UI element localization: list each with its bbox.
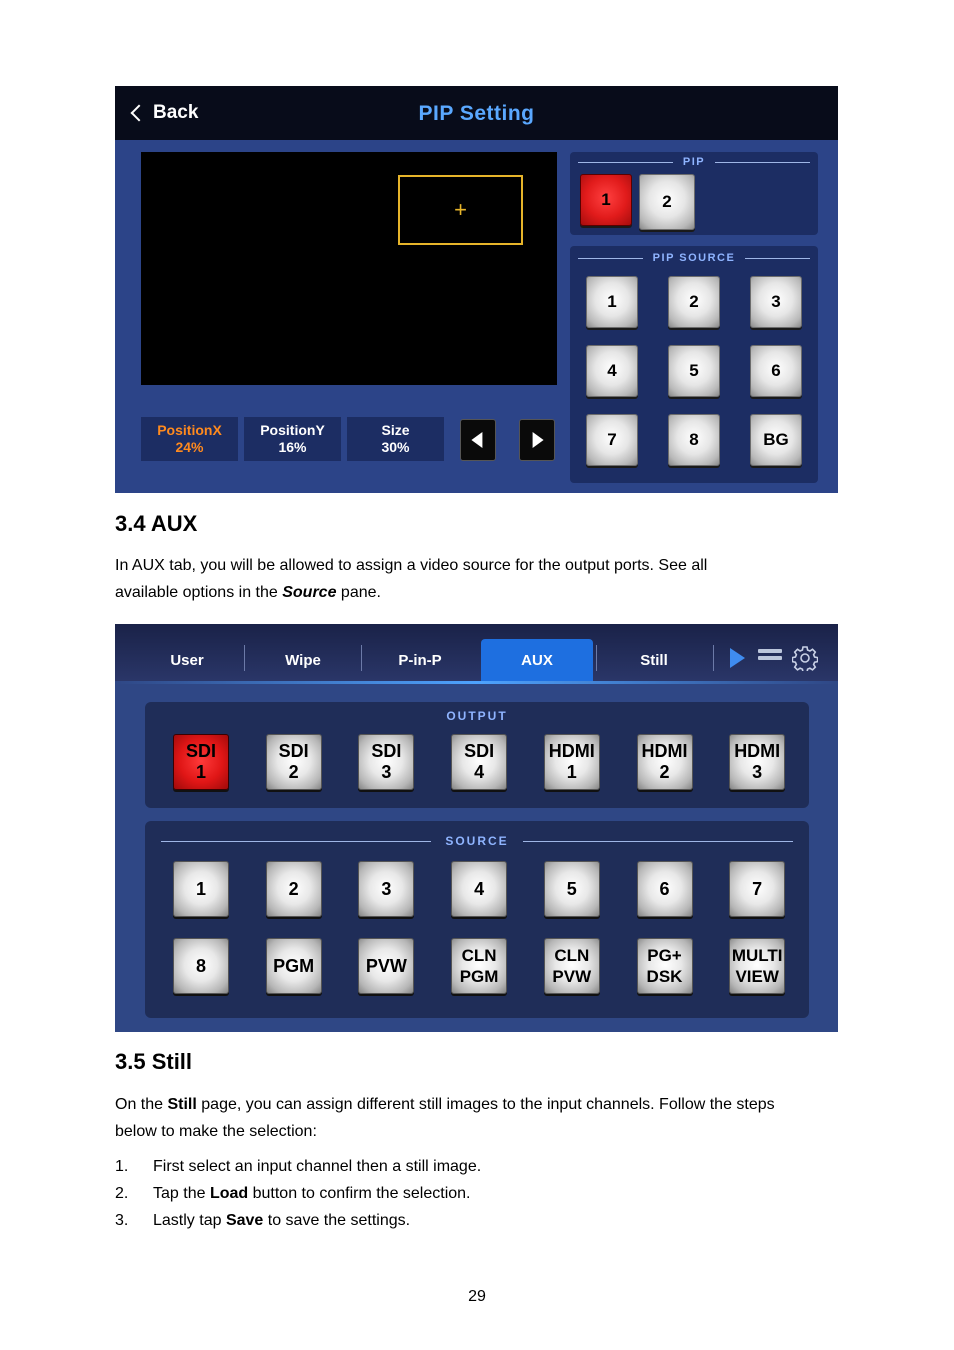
aux-screenshot — [115, 624, 838, 1032]
control-name: PositionY — [260, 422, 325, 438]
back-label: Back — [153, 102, 199, 123]
source-button[interactable]: MULTI VIEW — [729, 938, 785, 994]
pip-source-button[interactable]: 2 — [668, 276, 720, 328]
positiony-control[interactable] — [244, 417, 341, 461]
step-text: First select an input channel then a still image. — [153, 1158, 482, 1175]
pip-source-section-title — [570, 252, 818, 264]
source-button[interactable]: 4 — [451, 861, 507, 917]
output-panel — [145, 702, 809, 808]
pip-source-button[interactable]: 1 — [586, 276, 638, 328]
pip-button-1[interactable]: 1 — [580, 174, 632, 226]
switcher-list-icon[interactable] — [758, 649, 782, 668]
pip-button-2[interactable]: 2 — [639, 174, 695, 230]
pip-source-button[interactable]: 8 — [668, 414, 720, 466]
aux-paragraph — [115, 552, 855, 606]
tab-p-in-p[interactable]: P-in-P — [398, 652, 442, 669]
source-button[interactable]: PG+ DSK — [637, 938, 693, 994]
aux-para-line2-post: pane. — [336, 584, 381, 601]
output-label: OUTPUT — [446, 709, 508, 723]
source-button[interactable]: 8 — [173, 938, 229, 994]
pip-header — [115, 86, 838, 140]
section-heading-aux: 3.4 AUX — [115, 511, 198, 536]
aux-para-line1: In AUX tab, you will be allowed to assign a video source for the output ports. See all — [115, 557, 708, 574]
step-number: 2. — [115, 1185, 129, 1202]
increase-button[interactable] — [519, 419, 555, 461]
output-button[interactable]: HDMI 1 — [544, 734, 600, 790]
output-button[interactable]: SDI 4 — [451, 734, 507, 790]
size-control[interactable] — [347, 417, 444, 461]
play-icon[interactable] — [730, 648, 745, 668]
source-label: SOURCE — [445, 834, 509, 848]
source-button[interactable]: 3 — [358, 861, 414, 917]
source-button[interactable]: 7 — [729, 861, 785, 917]
decrease-button[interactable] — [460, 419, 496, 461]
still-para-line2: below to make the selection: — [115, 1123, 317, 1140]
still-para-line1-pre: On the — [115, 1096, 168, 1113]
positionx-control[interactable] — [141, 417, 238, 461]
output-button[interactable]: SDI 2 — [266, 734, 322, 790]
output-button[interactable]: SDI 1 — [173, 734, 229, 790]
tab-bar — [115, 624, 838, 681]
step-number: 3. — [115, 1212, 129, 1229]
control-value: 30% — [381, 439, 410, 455]
control-value: 24% — [175, 439, 204, 455]
triangle-right-icon — [533, 432, 544, 448]
step-text: Tap the Load button to confirm the selection. — [153, 1185, 471, 1202]
output-button[interactable]: HDMI 2 — [637, 734, 693, 790]
source-button[interactable]: 6 — [637, 861, 693, 917]
source-button[interactable]: 2 — [266, 861, 322, 917]
output-button[interactable]: HDMI 3 — [729, 734, 785, 790]
still-para-bold: Still — [167, 1096, 197, 1113]
still-paragraph — [115, 1091, 855, 1145]
still-para-line1-post: page, you can assign different still images to the input channels. Follow the steps — [196, 1096, 775, 1113]
source-button[interactable]: CLN PVW — [544, 938, 600, 994]
triangle-left-icon — [471, 432, 482, 448]
pip-source-panel — [570, 246, 818, 483]
tab-still[interactable]: Still — [640, 652, 668, 669]
source-button[interactable]: 1 — [173, 861, 229, 917]
control-name: PositionX — [157, 422, 222, 438]
pip-preview[interactable] — [141, 152, 557, 385]
pip-source-button[interactable]: 6 — [750, 345, 802, 397]
pip-section-label: PIP — [682, 156, 706, 168]
source-button[interactable]: PVW — [358, 938, 414, 994]
source-button[interactable]: 5 — [544, 861, 600, 917]
step-number: 1. — [115, 1158, 129, 1175]
pip-source-label: PIP SOURCE — [652, 252, 736, 264]
source-panel — [145, 821, 809, 1018]
pip-source-button[interactable]: 3 — [750, 276, 802, 328]
pip-source-button[interactable]: 4 — [586, 345, 638, 397]
control-name: Size — [381, 422, 410, 438]
tab-user[interactable]: User — [170, 652, 204, 669]
pip-select-panel — [570, 152, 818, 235]
aux-para-line2-pre: available options in the — [115, 584, 283, 601]
pip-window-frame[interactable] — [398, 175, 523, 245]
tab-aux[interactable]: AUX — [481, 639, 593, 681]
pip-source-button[interactable]: 5 — [668, 345, 720, 397]
crosshair-icon: + — [454, 197, 467, 222]
section-heading-still: 3.5 Still — [115, 1049, 193, 1074]
step-text: Lastly tap Save to save the settings. — [153, 1212, 411, 1229]
page-number: 29 — [468, 1288, 486, 1305]
pip-source-button[interactable]: 7 — [586, 414, 638, 466]
pip-section-title — [570, 156, 818, 168]
source-button[interactable]: CLN PGM — [451, 938, 507, 994]
pip-source-button[interactable]: BG — [750, 414, 802, 466]
tab-wipe[interactable]: Wipe — [285, 652, 321, 669]
gear-icon[interactable] — [792, 645, 818, 671]
pip-setting-screenshot — [115, 86, 838, 493]
aux-para-source-emphasis: Source — [282, 584, 337, 601]
source-section-title — [145, 834, 809, 848]
pip-title: PIP Setting — [418, 102, 535, 125]
control-value: 16% — [278, 439, 307, 455]
source-button[interactable]: PGM — [266, 938, 322, 994]
output-button[interactable]: SDI 3 — [358, 734, 414, 790]
